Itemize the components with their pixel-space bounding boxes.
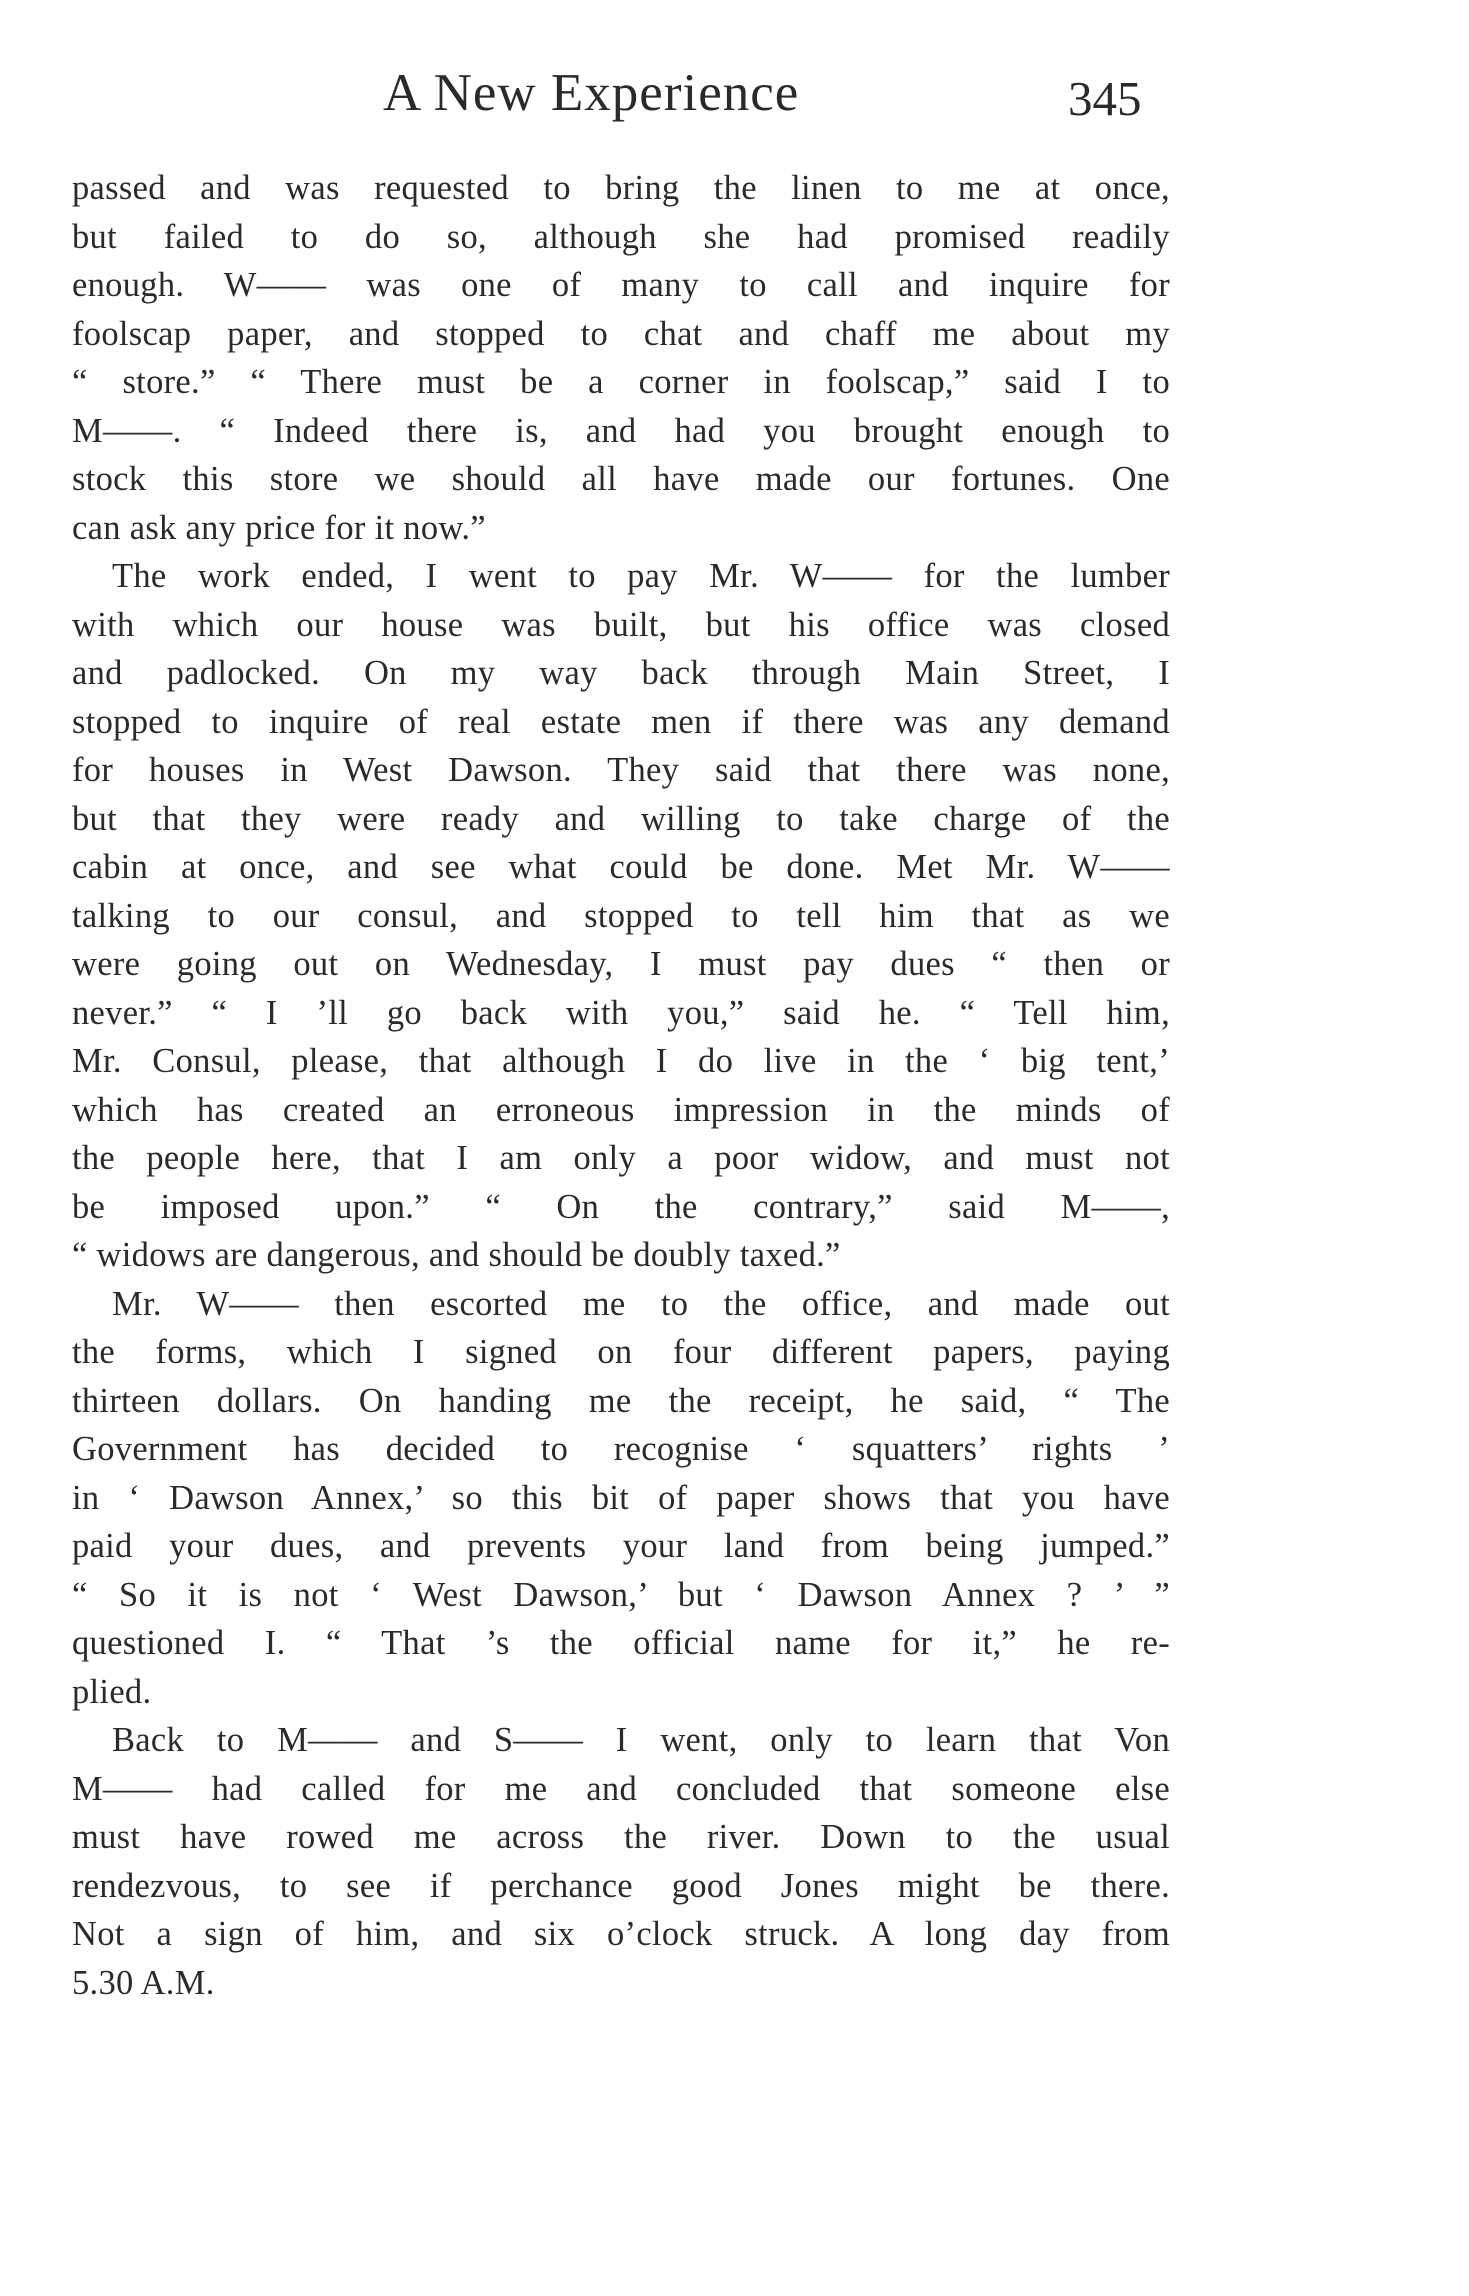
text-line: Government has decided to recognise ‘ squatters’ rights ’ xyxy=(72,1430,1170,1468)
text-line: be imposed upon.” “ On the contrary,” said M——, xyxy=(72,1187,1170,1226)
running-title: A New Experience xyxy=(383,64,800,122)
text-line: for houses in West Dawson. They said that there was none, xyxy=(72,751,1170,789)
running-head xyxy=(0,58,1469,128)
text-line: never.” “ I ’ll go back with you,” said he. “ Tell him, xyxy=(72,993,1170,1032)
text-line: the forms, which I signed on four different papers, paying xyxy=(72,1333,1170,1371)
text-line: plied. xyxy=(72,1672,152,1711)
text-line: which has created an erroneous impression in the minds of xyxy=(72,1090,1170,1129)
text-line: enough. W—— was one of many to call and inquire for xyxy=(72,266,1170,304)
text-line: stock this store we should all have made our fortunes. One xyxy=(72,460,1170,498)
text-line: “ So it is not ‘ West Dawson,’ but ‘ Dawson Annex ? ’ ” xyxy=(72,1575,1170,1614)
text-line: “ widows are dangerous, and should be doubly taxed.” xyxy=(72,1236,841,1274)
text-line: M——. “ Indeed there is, and had you brought enough to xyxy=(72,411,1170,450)
text-line: in ‘ Dawson Annex,’ so this bit of paper shows that you have xyxy=(72,1478,1170,1517)
text-line: cabin at once, and see what could be done. Met Mr. W—— xyxy=(72,848,1170,886)
text-line: questioned I. “ That ’s the official name for it,” he re- xyxy=(72,1624,1170,1662)
text-line: but that they were ready and willing to take charge of the xyxy=(72,799,1170,838)
text-line: foolscap paper, and stopped to chat and chaff me about my xyxy=(72,314,1170,353)
text-line: Mr. Consul, please, that although I do live in the ‘ big tent,’ xyxy=(72,1042,1170,1080)
text-line: 5.30 A.M. xyxy=(72,1963,215,2002)
text-line: stopped to inquire of real estate men if there was any demand xyxy=(72,702,1170,741)
body-text xyxy=(72,164,1170,2007)
text-line: and padlocked. On my way back through Main Street, I xyxy=(72,654,1170,692)
text-line: must have rowed me across the river. Down to the usual xyxy=(72,1818,1170,1856)
text-line: M—— had called for me and concluded that someone else xyxy=(72,1769,1170,1808)
text-line: passed and was requested to bring the linen to me at once, xyxy=(72,169,1170,207)
paragraph-start-line: Back to M—— and S—— I went, only to learn that Von xyxy=(112,1721,1170,1759)
text-line: with which our house was built, but his office was closed xyxy=(72,605,1170,644)
paragraph-start-line: Mr. W—— then escorted me to the office, and made out xyxy=(112,1284,1170,1323)
text-line: can ask any price for it now.” xyxy=(72,508,486,547)
text-line: but failed to do so, although she had promised readily xyxy=(72,217,1170,256)
text-line: thirteen dollars. On handing me the receipt, he said, “ The xyxy=(72,1381,1170,1420)
text-line: the people here, that I am only a poor widow, and must not xyxy=(72,1139,1170,1177)
text-line: paid your dues, and prevents your land from being jumped.” xyxy=(72,1527,1170,1565)
text-line: talking to our consul, and stopped to tell him that as we xyxy=(72,896,1170,935)
text-line: rendezvous, to see if perchance good Jones might be there. xyxy=(72,1866,1170,1905)
text-line: “ store.” “ There must be a corner in foolscap,” said I to xyxy=(72,363,1170,401)
page-number: 345 xyxy=(1068,71,1142,126)
text-line: were going out on Wednesday, I must pay dues “ then or xyxy=(72,945,1170,983)
paragraph-start-line: The work ended, I went to pay Mr. W—— for the lumber xyxy=(112,557,1170,595)
text-line: Not a sign of him, and six o’clock struck. A long day from xyxy=(72,1915,1170,1953)
